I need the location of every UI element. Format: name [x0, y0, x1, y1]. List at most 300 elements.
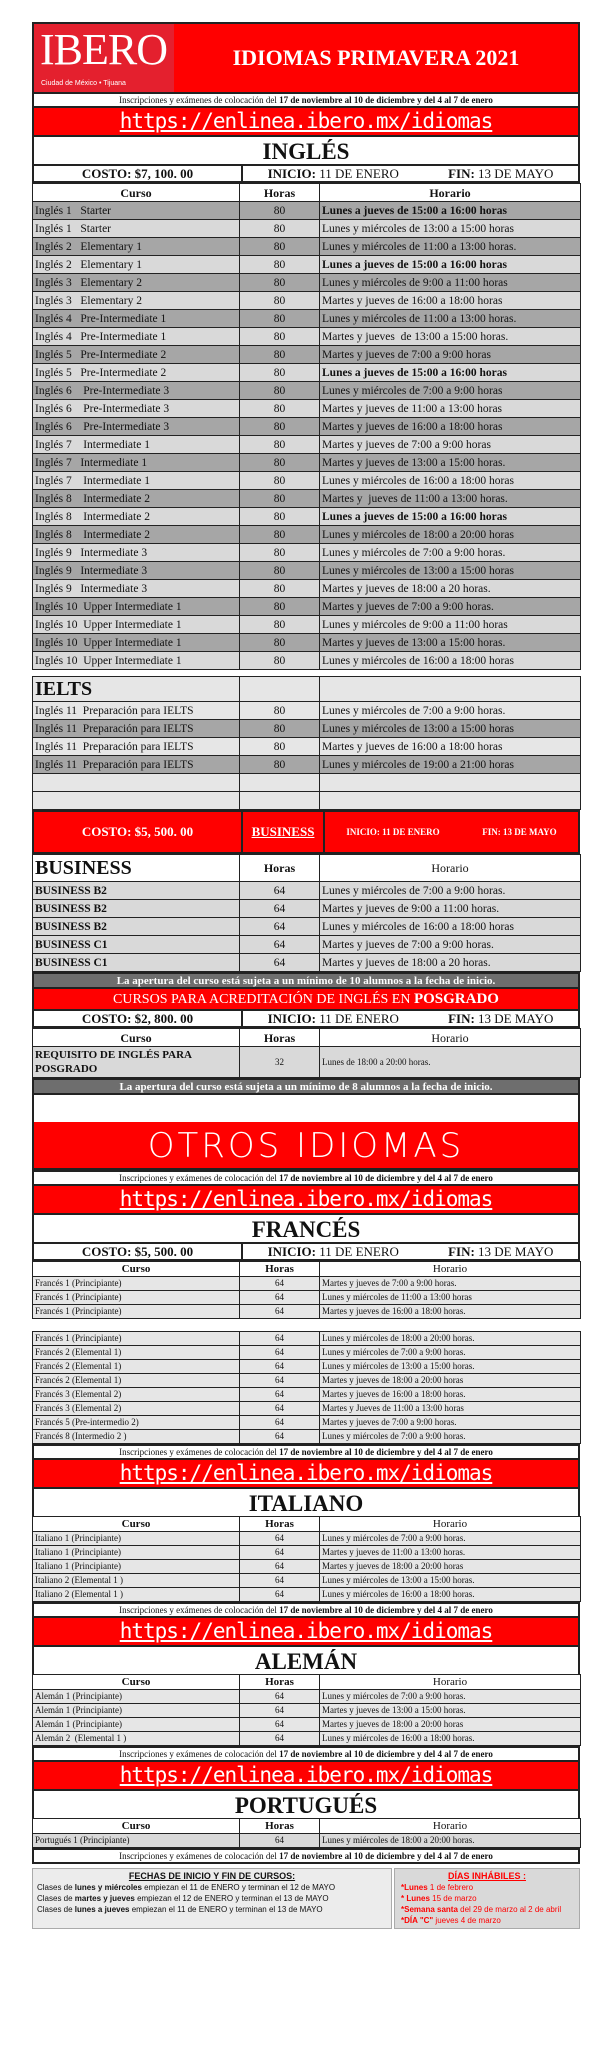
inscripciones-prefix: Inscripciones y exámenes de colocación del — [119, 1749, 280, 1759]
table-row — [33, 472, 581, 490]
cell-curso: Inglés 8 Intermediate 2 — [33, 490, 240, 508]
table-row — [33, 454, 581, 472]
cell-curso: Italiano 1 (Principiante) — [33, 1546, 240, 1560]
col-horario: Horario — [320, 855, 581, 882]
page-title: IDIOMAS PRIMAVERA 2021 — [174, 24, 578, 92]
table-row — [33, 220, 581, 238]
cell-horas: 64 — [240, 954, 320, 972]
posgrado-title — [32, 989, 580, 1009]
logo-subtitle: Ciudad de México • Tijuana — [41, 80, 126, 87]
cell-horario: Lunes y miércoles de 9:00 a 11:00 horas — [320, 274, 581, 292]
table-row — [33, 1588, 581, 1602]
cell-curso: BUSINESS B2 — [33, 882, 240, 900]
cell-horario: Martes y jueves de 16:00 a 18:00 horas — [320, 292, 581, 310]
col-horario: Horario — [320, 1029, 581, 1047]
cell-curso: Italiano 1 (Principiante) — [33, 1532, 240, 1546]
cell-horario: Lunes y miércoles de 16:00 a 18:00 horas. — [320, 1732, 581, 1746]
cell-curso: Inglés 2 Elementary 1 — [33, 256, 240, 274]
table-row — [33, 1360, 581, 1374]
col-curso: Curso — [33, 1262, 240, 1277]
table-row — [33, 346, 581, 364]
cell-horas: 80 — [240, 598, 320, 616]
inscripciones-prefix: Inscripciones y exámenes de colocación del — [119, 1447, 280, 1457]
inscripciones-dates: 17 de noviembre al 10 de diciembre y del 4 al 7 de enero — [279, 95, 493, 105]
footer-line — [37, 1904, 387, 1915]
cell-horas: 80 — [240, 220, 320, 238]
posgrado-meta — [32, 1009, 580, 1028]
cell-horario: Lunes y miércoles de 16:00 a 18:00 horas — [320, 472, 581, 490]
cell-horas: 64 — [240, 936, 320, 954]
cell-horas: 64 — [240, 1574, 320, 1588]
table-row — [33, 508, 581, 526]
table-row — [33, 544, 581, 562]
cell-curso: Inglés 10 Upper Intermediate 1 — [33, 616, 240, 634]
schedule-sheet — [32, 22, 580, 1929]
enrollment-link[interactable]: https://enlinea.ibero.mx/idiomas — [32, 1618, 580, 1645]
frances-costo: COSTO: $5, 500. 00 — [34, 1244, 243, 1259]
inscripciones-prefix: Inscripciones y exámenes de colocación del — [119, 1173, 280, 1183]
footer-bold: *DÍA "C" — [401, 1916, 434, 1925]
cell-horario: Lunes y miércoles de 11:00 a 13:00 horas. — [320, 238, 581, 256]
col-curso: Curso — [33, 1819, 240, 1834]
table-row — [33, 1690, 581, 1704]
cell-horas: 80 — [240, 238, 320, 256]
cell-horas: 80 — [240, 328, 320, 346]
table-row — [33, 436, 581, 454]
footer-line — [37, 1882, 387, 1893]
cell-horas: 80 — [240, 346, 320, 364]
table-row — [33, 936, 581, 954]
inhabiles-box — [394, 1868, 580, 1929]
table-row — [33, 238, 581, 256]
section-title-italiano: ITALIANO — [32, 1487, 580, 1516]
footer — [32, 1868, 580, 1929]
cell-horario: Lunes y miércoles de 13:00 a 15:00 horas. — [320, 1360, 581, 1374]
frances-table-b — [32, 1331, 581, 1444]
enrollment-link[interactable]: https://enlinea.ibero.mx/idiomas — [32, 1762, 580, 1789]
cell-horario: Martes y jueves de 11:00 a 13:00 horas. — [320, 490, 581, 508]
business-title: BUSINESS — [33, 855, 240, 882]
cell-curso: Inglés 8 Intermediate 2 — [33, 508, 240, 526]
cell-horas: 64 — [240, 918, 320, 936]
table-row — [33, 490, 581, 508]
cell-curso: Inglés 5 Pre-Intermediate 2 — [33, 346, 240, 364]
fin-label: FIN: — [448, 166, 475, 181]
section-title-aleman: ALEMÁN — [32, 1645, 580, 1674]
cell-horas: 64 — [240, 1360, 320, 1374]
cell-horario: Lunes y miércoles de 16:00 a 18:00 horas — [320, 652, 581, 670]
table-row — [33, 1291, 581, 1305]
table-row — [33, 580, 581, 598]
cell-curso: Inglés 3 Elementary 2 — [33, 274, 240, 292]
col-horas: Horas — [240, 1675, 320, 1690]
table-row — [33, 1374, 581, 1388]
cell-horas: 80 — [240, 382, 320, 400]
cell-horario: Martes y jueves de 13:00 a 15:00 horas. — [320, 634, 581, 652]
enrollment-link[interactable]: https://enlinea.ibero.mx/idiomas — [32, 1186, 580, 1213]
cell-curso: Francés 5 (Pre-intermedio 2) — [33, 1416, 240, 1430]
table-row — [33, 1047, 581, 1078]
cell-horario: Lunes y miércoles de 13:00 a 15:00 horas. — [320, 1574, 581, 1588]
cell-horario: Lunes y miércoles de 18:00 a 20:00 horas. — [320, 1332, 581, 1346]
inicio-value: 11 DE ENERO — [319, 166, 399, 181]
cell-horas: 64 — [240, 1560, 320, 1574]
cell-horas: 64 — [240, 1718, 320, 1732]
table-row — [33, 720, 581, 738]
cell-horario: Martes y jueves de 13:00 a 15:00 horas. — [320, 328, 581, 346]
cell-horario: Martes y Jueves de 11:00 a 13:00 horas — [320, 1402, 581, 1416]
cell-horario: Lunes y miércoles de 18:00 a 20:00 horas. — [320, 1834, 581, 1848]
cell-horario: Lunes a jueves de 15:00 a 16:00 horas — [320, 508, 581, 526]
frances-meta — [32, 1242, 580, 1261]
posgrado-costo: COSTO: $2, 800. 00 — [34, 1011, 243, 1026]
footer-line — [401, 1904, 573, 1915]
cell-horario: Martes y jueves de 13:00 a 15:00 horas. — [320, 1704, 581, 1718]
fin-value: 13 DE MAYO — [478, 1011, 554, 1026]
table-row — [33, 382, 581, 400]
table-row — [33, 900, 581, 918]
table-row — [33, 1430, 581, 1444]
col-horas: Horas — [240, 855, 320, 882]
cell-curso: Inglés 6 Pre-Intermediate 3 — [33, 418, 240, 436]
business-note: La apertura del curso está sujeta a un mínimo de 10 alumnos a la fecha de inicio. — [32, 972, 580, 989]
cell-curso: Inglés 3 Elementary 2 — [33, 292, 240, 310]
table-row — [33, 1532, 581, 1546]
cell-curso: Inglés 9 Intermediate 3 — [33, 562, 240, 580]
cell-horario: Lunes y miércoles de 13:00 a 15:00 horas — [320, 720, 581, 738]
ingles-table — [32, 183, 581, 670]
col-curso: Curso — [33, 1675, 240, 1690]
inscripciones-prefix: Inscripciones y exámenes de colocación del — [119, 1605, 280, 1615]
footer-text: Clases de — [37, 1905, 75, 1914]
cell-horario: Martes y jueves de 18:00 a 20:00 horas — [320, 1560, 581, 1574]
posgrado-fin — [448, 1011, 553, 1026]
footer-bold: *Semana santa — [401, 1905, 458, 1914]
fin-label: FIN: — [448, 1011, 475, 1026]
cell-horario: Martes y jueves de 16:00 a 18:00 horas. — [320, 1305, 581, 1319]
col-horas: Horas — [240, 1262, 320, 1277]
cell-horas: 32 — [240, 1047, 320, 1078]
table-row — [33, 1560, 581, 1574]
cell-horario: Lunes y miércoles de 7:00 a 9:00 horas. — [320, 1690, 581, 1704]
cell-curso: Italiano 1 (Principiante) — [33, 1560, 240, 1574]
table-row — [33, 1346, 581, 1360]
business-bar — [32, 810, 580, 854]
inhabiles-title: DÍAS INHÁBILES : — [447, 1871, 526, 1881]
cell-horas: 80 — [240, 454, 320, 472]
cell-horario: Lunes y miércoles de 7:00 a 9:00 horas. — [320, 882, 581, 900]
logo-text: IBERO — [40, 25, 167, 74]
col-curso: Curso — [33, 1029, 240, 1047]
cell-horas: 64 — [240, 1704, 320, 1718]
cell-horas: 64 — [240, 1332, 320, 1346]
inscripciones-prefix: Inscripciones y exámenes de colocación del — [119, 95, 280, 105]
cell-horas: 80 — [240, 616, 320, 634]
cell-curso: Inglés 6 Pre-Intermediate 3 — [33, 400, 240, 418]
table-row — [33, 1277, 581, 1291]
table-row — [33, 652, 581, 670]
cell-horas: 64 — [240, 900, 320, 918]
cell-horario: Lunes y miércoles de 13:00 a 15:00 horas — [320, 562, 581, 580]
cell-curso: Italiano 2 (Elemental 1 ) — [33, 1574, 240, 1588]
cell-horas: 80 — [240, 400, 320, 418]
table-row — [33, 1574, 581, 1588]
cell-curso: BUSINESS B2 — [33, 918, 240, 936]
table-row — [33, 598, 581, 616]
cell-horas: 80 — [240, 292, 320, 310]
table-row — [33, 256, 581, 274]
business-link[interactable]: BUSINESS — [243, 812, 325, 852]
fin-value: 13 DE MAYO — [478, 1244, 554, 1259]
cell-horario: Lunes y miércoles de 16:00 a 18:00 horas. — [320, 1588, 581, 1602]
cell-curso: Inglés 11 Preparación para IELTS — [33, 720, 240, 738]
cell-curso: Inglés 10 Upper Intermediate 1 — [33, 634, 240, 652]
business-table — [32, 854, 581, 972]
cell-horas: 64 — [240, 1732, 320, 1746]
inscripciones-dates: 17 de noviembre al 10 de diciembre y del 4 al 7 de enero — [279, 1447, 493, 1457]
cell-curso: Francés 1 (Principiante) — [33, 1277, 240, 1291]
cell-horas: 64 — [240, 1374, 320, 1388]
table-row — [33, 1546, 581, 1560]
section-title-ingles: INGLÉS — [32, 135, 580, 164]
cell-curso: Italiano 2 (Elemental 1 ) — [33, 1588, 240, 1602]
ingles-fin — [448, 166, 553, 181]
cell-curso: Inglés 2 Elementary 1 — [33, 238, 240, 256]
cell-curso: Inglés 11 Preparación para IELTS — [33, 702, 240, 720]
fin-label: FIN: — [448, 1244, 475, 1259]
ielts-title: IELTS — [33, 677, 240, 702]
cell-horas: 80 — [240, 634, 320, 652]
table-row — [33, 1834, 581, 1848]
cell-horario: Lunes y miércoles de 11:00 a 13:00 horas. — [320, 310, 581, 328]
table-row — [33, 756, 581, 774]
frances-fin — [448, 1244, 553, 1259]
ingles-costo: COSTO: $7, 100. 00 — [34, 166, 243, 181]
header — [32, 22, 580, 92]
inscripciones-notice — [32, 92, 580, 108]
cell-horas: 64 — [240, 1277, 320, 1291]
cell-curso: Inglés 11 Preparación para IELTS — [33, 756, 240, 774]
cell-horas: 80 — [240, 508, 320, 526]
cell-horario: Lunes y miércoles de 7:00 a 9:00 horas. — [320, 702, 581, 720]
cell-horario: Lunes y miércoles de 18:00 a 20:00 horas — [320, 526, 581, 544]
cell-horas: 64 — [240, 1305, 320, 1319]
business-inicio: INICIO: 11 DE ENERO — [346, 827, 440, 837]
cell-horas: 80 — [240, 472, 320, 490]
footer-text: empiezan el 11 de ENERO y terminan el 13 de MAYO — [129, 1905, 323, 1914]
italiano-table — [32, 1516, 581, 1602]
cell-curso: Inglés 7 Intermediate 1 — [33, 472, 240, 490]
table-row — [33, 328, 581, 346]
table-row — [33, 954, 581, 972]
table-row — [33, 702, 581, 720]
footer-bold: * Lunes — [401, 1894, 430, 1903]
cell-curso: Francés 3 (Elemental 2) — [33, 1388, 240, 1402]
footer-bold: lunes y miércoles — [74, 1883, 142, 1892]
inscripciones-dates: 17 de noviembre al 10 de diciembre y del 4 al 7 de enero — [279, 1749, 493, 1759]
footer-text: empiezan el 12 de ENERO y terminan el 13 de MAYO — [134, 1894, 329, 1903]
inscripciones-notice — [32, 1170, 580, 1186]
frances-inicio — [268, 1244, 399, 1259]
cell-curso: Francés 2 (Elemental 1) — [33, 1346, 240, 1360]
cell-horas: 64 — [240, 1416, 320, 1430]
cell-horario: Lunes y miércoles de 7:00 a 9:00 horas. — [320, 1346, 581, 1360]
inscripciones-dates: 17 de noviembre al 10 de diciembre y del 4 al 7 de enero — [279, 1605, 493, 1615]
cell-curso: BUSINESS B2 — [33, 900, 240, 918]
col-curso: Curso — [33, 1517, 240, 1532]
inicio-value: 11 DE ENERO — [319, 1244, 399, 1259]
footer-text: Clases de — [37, 1894, 75, 1903]
inscripciones-notice — [32, 1602, 580, 1618]
cell-horario: Lunes de 18:00 a 20:00 horas. — [320, 1047, 581, 1078]
cell-curso: Alemán 1 (Principiante) — [33, 1704, 240, 1718]
cell-curso: Inglés 4 Pre-Intermediate 1 — [33, 310, 240, 328]
cell-horario: Martes y jueves de 7:00 a 9:00 horas. — [320, 1277, 581, 1291]
cell-horas: 64 — [240, 1588, 320, 1602]
cell-curso: Francés 2 (Elemental 1) — [33, 1360, 240, 1374]
cell-horas: 64 — [240, 882, 320, 900]
table-row — [33, 1305, 581, 1319]
col-curso: Curso — [33, 184, 240, 202]
col-horas: Horas — [240, 184, 320, 202]
inscripciones-dates: 17 de noviembre al 10 de diciembre y del 4 al 7 de enero — [279, 1851, 493, 1861]
cell-curso: Inglés 10 Upper Intermediate 1 — [33, 598, 240, 616]
inscripciones-prefix: Inscripciones y exámenes de colocación del — [119, 1851, 280, 1861]
table-row — [33, 274, 581, 292]
ibero-logo — [34, 24, 174, 92]
table-row — [33, 1388, 581, 1402]
cell-curso: Inglés 7 Intermediate 1 — [33, 454, 240, 472]
cell-horas: 80 — [240, 490, 320, 508]
cell-horario: Lunes y miércoles de 7:00 a 9:00 horas — [320, 382, 581, 400]
footer-text: empiezan el 11 de ENERO y terminan el 12 de MAYO — [141, 1883, 336, 1892]
portugues-table — [32, 1818, 581, 1848]
cell-horario: Martes y jueves de 7:00 a 9:00 horas — [320, 346, 581, 364]
posgrado-table — [32, 1028, 581, 1078]
footer-bold: lunes a jueves — [74, 1905, 130, 1914]
inscripciones-notice — [32, 1746, 580, 1762]
col-horario: Horario — [320, 184, 581, 202]
posgrado-note: La apertura del curso está sujeta a un mínimo de 8 alumnos a la fecha de inicio. — [32, 1078, 580, 1095]
inscripciones-notice — [32, 1444, 580, 1460]
table-row — [33, 1416, 581, 1430]
footer-text: 1 de febrero — [427, 1883, 474, 1892]
table-row — [33, 526, 581, 544]
cell-horas: 80 — [240, 364, 320, 382]
cell-horas: 80 — [240, 202, 320, 220]
ingles-meta — [32, 164, 580, 183]
cell-horario: Martes y jueves de 7:00 a 9:00 horas. — [320, 936, 581, 954]
cell-horario: Martes y jueves de 18:00 a 20:00 horas — [320, 1374, 581, 1388]
col-horario: Horario — [320, 1819, 581, 1834]
cell-curso: Alemán 1 (Principiante) — [33, 1690, 240, 1704]
cell-horario: Martes y jueves de 16:00 a 18:00 horas — [320, 738, 581, 756]
col-horas: Horas — [240, 1517, 320, 1532]
otros-idiomas-title: OTROS IDIOMAS — [32, 1122, 580, 1170]
cell-horas: 80 — [240, 738, 320, 756]
cell-horas: 80 — [240, 720, 320, 738]
table-row — [33, 1402, 581, 1416]
cell-horas: 80 — [240, 256, 320, 274]
cell-horas: 80 — [240, 274, 320, 292]
frances-table-a — [32, 1261, 581, 1319]
cell-horario: Martes y jueves de 11:00 a 13:00 horas. — [320, 1546, 581, 1560]
footer-line — [401, 1915, 573, 1926]
cell-curso: Inglés 11 Preparación para IELTS — [33, 738, 240, 756]
cell-horas: 80 — [240, 418, 320, 436]
cell-curso: BUSINESS C1 — [33, 954, 240, 972]
enrollment-link[interactable]: https://enlinea.ibero.mx/idiomas — [32, 1460, 580, 1487]
table-row — [33, 918, 581, 936]
cell-horas: 64 — [240, 1834, 320, 1848]
fechas-box — [32, 1868, 392, 1929]
table-row — [33, 400, 581, 418]
cell-curso: Francés 3 (Elemental 2) — [33, 1402, 240, 1416]
cell-horario: Martes y jueves de 16:00 a 18:00 horas — [320, 418, 581, 436]
cell-horario: Lunes y miércoles de 9:00 a 11:00 horas — [320, 616, 581, 634]
cell-horas: 80 — [240, 702, 320, 720]
cell-curso: Portugués 1 (Principiante) — [33, 1834, 240, 1848]
footer-bold: martes y jueves — [74, 1894, 135, 1903]
cell-horario: Martes y jueves de 16:00 a 18:00 horas. — [320, 1388, 581, 1402]
ielts-table — [32, 676, 581, 810]
aleman-table — [32, 1674, 581, 1746]
table-row — [33, 616, 581, 634]
cell-horario: Martes y jueves de 11:00 a 13:00 horas — [320, 400, 581, 418]
cell-curso: Inglés 9 Intermediate 3 — [33, 580, 240, 598]
cell-horario: Lunes a jueves de 15:00 a 16:00 horas — [320, 364, 581, 382]
cell-horario: Lunes a jueves de 15:00 a 16:00 horas — [320, 202, 581, 220]
posgrado-title-prefix: CURSOS PARA ACREDITACIÓN DE INGLÉS EN — [113, 992, 414, 1007]
cell-horario: Martes y jueves de 18:00 a 20 horas. — [320, 954, 581, 972]
table-row — [33, 1732, 581, 1746]
footer-line — [37, 1893, 387, 1904]
table-row — [33, 310, 581, 328]
cell-horas: 80 — [240, 526, 320, 544]
inicio-label: INICIO: — [267, 1011, 316, 1026]
cell-curso: Inglés 1 Starter — [33, 220, 240, 238]
enrollment-link[interactable]: https://enlinea.ibero.mx/idiomas — [32, 108, 580, 135]
table-row — [33, 634, 581, 652]
table-row — [33, 882, 581, 900]
table-row — [33, 562, 581, 580]
table-row — [33, 1704, 581, 1718]
footer-line — [401, 1893, 573, 1904]
cell-curso: Inglés 4 Pre-Intermediate 1 — [33, 328, 240, 346]
cell-horas: 64 — [240, 1430, 320, 1444]
cell-curso: Alemán 2 (Elemental 1 ) — [33, 1732, 240, 1746]
fin-value: 13 DE MAYO — [478, 166, 554, 181]
cell-horas: 80 — [240, 580, 320, 598]
cell-horas: 64 — [240, 1346, 320, 1360]
cell-horario: Lunes y miércoles de 19:00 a 21:00 horas — [320, 756, 581, 774]
col-horario: Horario — [320, 1675, 581, 1690]
footer-bold: *Lunes — [401, 1883, 428, 1892]
cell-horas: 64 — [240, 1291, 320, 1305]
inicio-label: INICIO: — [267, 1244, 316, 1259]
cell-curso: Inglés 10 Upper Intermediate 1 — [33, 652, 240, 670]
cell-horas: 64 — [240, 1546, 320, 1560]
footer-text: del 29 de marzo al 2 de abril — [457, 1905, 562, 1914]
cell-horas: 80 — [240, 756, 320, 774]
cell-curso: Inglés 1 Starter — [33, 202, 240, 220]
cell-curso: Inglés 6 Pre-Intermediate 3 — [33, 382, 240, 400]
table-row — [33, 292, 581, 310]
table-row — [33, 738, 581, 756]
footer-line — [401, 1882, 573, 1893]
cell-horario: Martes y jueves de 18:00 a 20 horas. — [320, 580, 581, 598]
inicio-value: 11 DE ENERO — [319, 1011, 399, 1026]
